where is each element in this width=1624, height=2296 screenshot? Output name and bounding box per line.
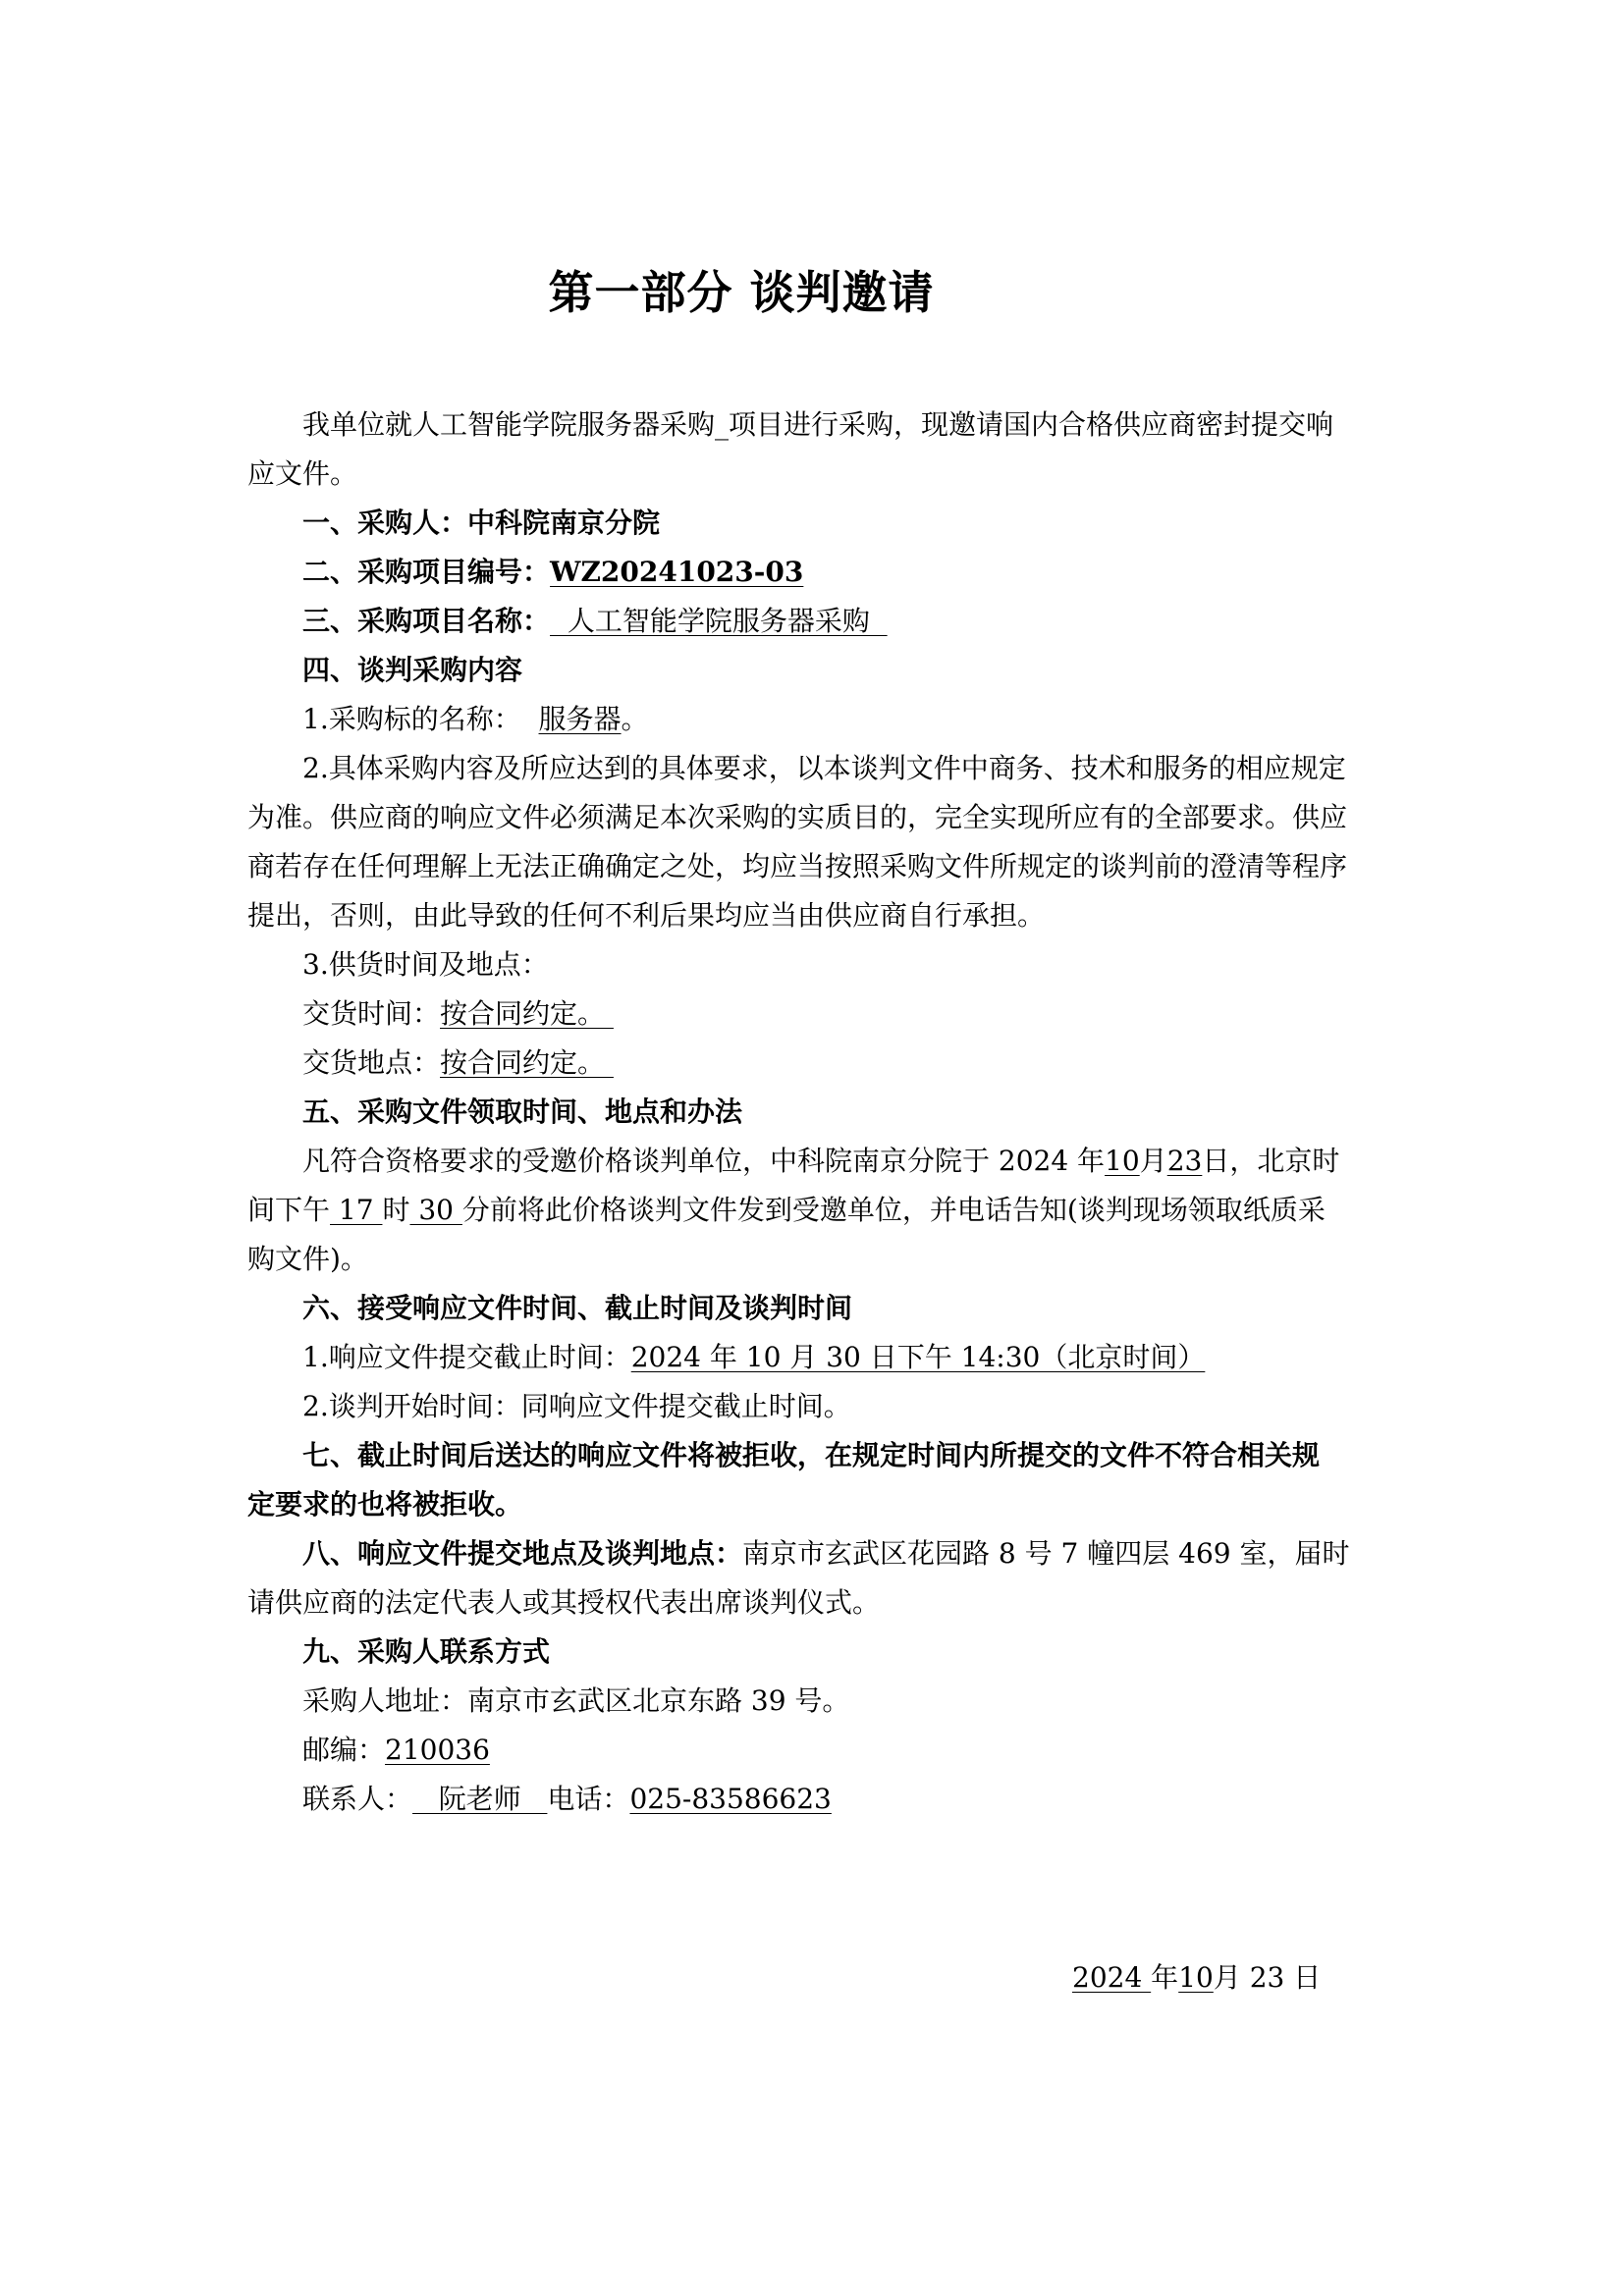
section-contact-heading: 九、采购人联系方式	[302, 1635, 551, 1668]
section-label: 二、采购项目编号：	[302, 556, 551, 588]
purchaser-address: 采购人地址：南京市玄武区北京东路 39 号。	[302, 1684, 850, 1717]
collection-text: 分前将此价格谈判文件发到受邀单位，并电话告知(谈判现场领取纸质采	[461, 1194, 1326, 1226]
date-text: 月 23 日	[1213, 1961, 1322, 1994]
collection-text: 凡符合资格要求的受邀价格谈判单位，中科院南京分院于 2024 年	[302, 1145, 1106, 1177]
submission-address: 南京市玄武区花园路 8 号 7 幢四层 469 室，届时	[742, 1537, 1350, 1570]
section-project-name	[247, 597, 1386, 646]
delivery-place-value: 按合同约定。	[440, 1046, 614, 1079]
section-submission-location-cont: 请供应商的法定代表人或其授权代表出席谈判仪式。	[247, 1586, 881, 1619]
delivery-time-label: 交货时间：	[302, 997, 441, 1030]
contact-line	[247, 1775, 1386, 1824]
project-number: WZ20241023-03	[550, 556, 804, 588]
intro-text: 我单位就	[302, 408, 413, 441]
collection-text: 间下午	[247, 1194, 331, 1226]
page-title: 第一部分 谈判邀请	[548, 266, 935, 319]
deadline-line	[247, 1333, 1386, 1382]
section-project-number	[247, 548, 1386, 597]
collection-line: 购文件)。	[247, 1243, 368, 1275]
deadline-label: 1.响应文件提交截止时间：	[302, 1341, 631, 1373]
section-purchaser	[247, 499, 1386, 548]
section-content-heading: 四、谈判采购内容	[302, 654, 523, 686]
collection-text: 时	[382, 1194, 410, 1226]
item-label: 1.采购标的名称：	[302, 703, 539, 735]
section-submission-location	[247, 1529, 1386, 1578]
intro-paragraph-cont: 应文件。	[247, 457, 358, 490]
collection-minute: 30	[409, 1194, 462, 1226]
deadline-value: 2024 年 10 月 30 日下午 14:30（北京时间）	[630, 1341, 1206, 1373]
item-requirements-line: 2.具体采购内容及所应达到的具体要求，以本谈判文件中商务、技术和服务的相应规定	[302, 752, 1346, 784]
item-delivery-heading: 3.供货时间及地点：	[302, 948, 549, 981]
collection-month: 10	[1105, 1145, 1140, 1177]
delivery-place-label: 交货地点：	[302, 1046, 441, 1079]
negotiation-start-line: 2.谈判开始时间：同响应文件提交截止时间。	[302, 1390, 851, 1422]
collection-line	[247, 1186, 1386, 1235]
section-rejection-notice-cont: 定要求的也将被拒收。	[247, 1488, 523, 1521]
section-timeline-heading: 六、接受响应文件时间、截止时间及谈判时间	[302, 1292, 853, 1324]
section-rejection-notice: 七、截止时间后送达的响应文件将被拒收，在规定时间内所提交的文件不符合相关规	[302, 1439, 1321, 1471]
collection-hour: 17	[330, 1194, 383, 1226]
punctuation: 。	[621, 703, 649, 735]
phone-number: 025-83586623	[629, 1783, 832, 1815]
intro-project-name: 人工智能学院服务器采购	[412, 408, 716, 441]
item-requirements-line: 商若存在任何理解上无法正确确定之处，均应当按照采购文件所规定的谈判前的澄清等程序	[247, 850, 1348, 882]
collection-text: 月	[1139, 1145, 1167, 1177]
contact-name: 阮老师	[412, 1783, 548, 1815]
delivery-time-value: 按合同约定。	[440, 997, 614, 1030]
intro-text: _项目进行采购，现邀请国内合格供应商密封提交响	[715, 408, 1334, 441]
purchaser-name: 中科院南京分院	[467, 507, 661, 539]
document-date	[1072, 1953, 1321, 2002]
phone-label: 电话：	[547, 1783, 630, 1815]
collection-line	[247, 1137, 1386, 1186]
item-subject-name	[247, 695, 1386, 744]
date-year: 2024	[1072, 1961, 1152, 1994]
collection-day: 23	[1166, 1145, 1203, 1177]
item-requirements-line: 为准。供应商的响应文件必须满足本次采购的实质目的，完全实现所应有的全部要求。供应	[247, 801, 1348, 833]
collection-text: 日，北京时	[1202, 1145, 1340, 1177]
delivery-time	[247, 989, 1386, 1039]
postcode-line	[247, 1726, 1386, 1775]
subject-name: 服务器	[538, 703, 622, 735]
item-requirements-line: 提出，否则，由此导致的任何不利后果均应当由供应商自行承担。	[247, 899, 1046, 932]
date-text: 年	[1151, 1961, 1179, 1994]
postcode-label: 邮编：	[302, 1734, 386, 1766]
contact-label: 联系人：	[302, 1783, 413, 1815]
document-body	[247, 400, 1386, 1824]
section-label: 三、采购项目名称：	[302, 605, 551, 637]
intro-paragraph	[247, 400, 1386, 450]
section-document-collection-heading: 五、采购文件领取时间、地点和办法	[302, 1095, 743, 1128]
section-label: 一、采购人：	[302, 507, 468, 539]
postcode-value: 210036	[385, 1734, 490, 1766]
date-month: 10	[1178, 1961, 1214, 1994]
delivery-place	[247, 1039, 1386, 1088]
section-label: 八、响应文件提交地点及谈判地点：	[302, 1537, 743, 1570]
project-name: 人工智能学院服务器采购	[550, 605, 888, 637]
